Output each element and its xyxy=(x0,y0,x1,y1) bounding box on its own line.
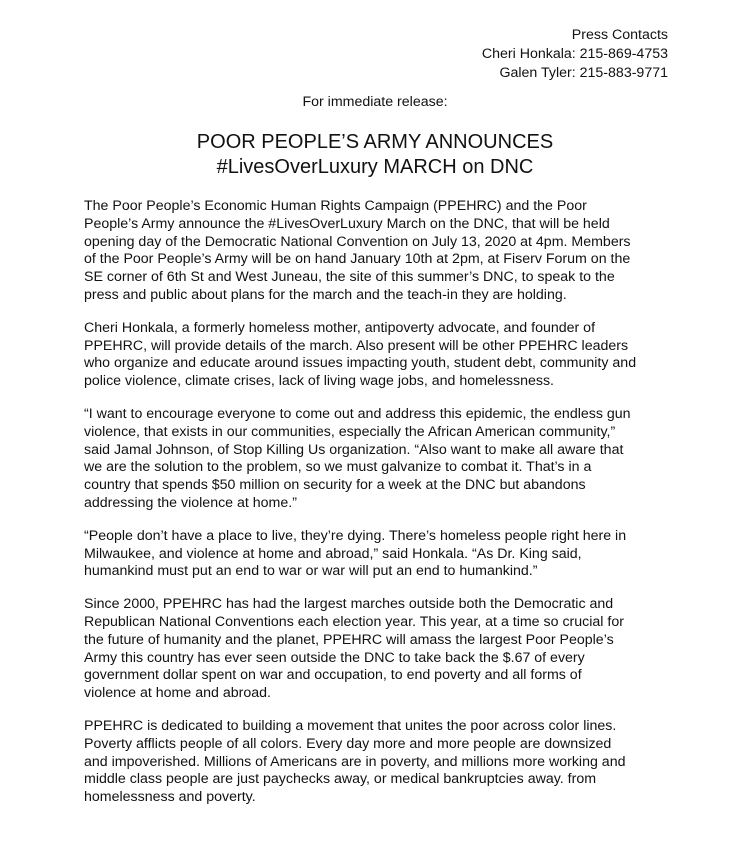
text-line: “I want to encourage everyone to come out and address this epidemic, the endless gun xyxy=(84,405,631,422)
text-line: The Poor People’s Economic Human Rights Campaign (PPEHRC) and the Poor xyxy=(84,198,587,214)
text-line: of the Poor People’s Army will be on hand January 10th at 2pm, at Fiserv Forum on the xyxy=(84,251,631,268)
text-line: Republican National Conventions each election year. This year, at a time so crucial for xyxy=(84,613,624,630)
text-line: PPEHRC, will provide details of the march. Also present will be other PPEHRC leaders xyxy=(84,337,629,354)
release-body xyxy=(84,198,684,822)
paragraph-leaders xyxy=(84,320,684,391)
press-contacts-heading: Press Contacts xyxy=(571,27,668,43)
headline xyxy=(0,130,750,180)
text-line: Army this country has ever seen outside the DNC to take back the $.67 of every xyxy=(84,649,585,666)
text-line: middle class people are just paychecks away, or medical bankruptcies away. from xyxy=(84,771,597,788)
text-line: who organize and educate around issues impacting youth, student debt, community and xyxy=(84,355,637,372)
text-line: said Jamal Johnson, of Stop Killing Us organization. “Also want to make all aware that xyxy=(84,441,624,458)
text-line: and impoverished. Millions of Americans are in poverty, and millions more working and xyxy=(84,753,626,770)
text-line: police violence, climate crises, lack of living wage jobs, and homelessness. xyxy=(84,373,554,390)
text-line: press and public about plans for the march and the teach-in they are holding. xyxy=(84,286,567,303)
press-contacts xyxy=(482,26,668,83)
text-line: Since 2000, PPEHRC has had the largest marches outside both the Democratic and xyxy=(84,596,614,613)
text-line: the future of humanity and the planet, PPEHRC will amass the largest Poor People’s xyxy=(84,631,614,648)
text-line: People’s Army announce the #LivesOverLuxury March on the DNC, that will be held xyxy=(84,215,610,232)
headline-line-2: #LivesOverLuxury MARCH on DNC xyxy=(216,156,534,178)
paragraph-jamal-johnson-quote xyxy=(84,406,684,513)
text-line: SE corner of 6th St and West Juneau, the site of this summer’s DNC, to speak to the xyxy=(84,269,615,286)
paragraph-history xyxy=(84,596,684,703)
text-line: “People don’t have a place to live, they’re dying. There’s homeless people right here in xyxy=(84,527,627,544)
text-line: Cheri Honkala, a formerly homeless mother, antipoverty advocate, and founder of xyxy=(84,319,596,336)
text-line: humankind must put an end to war or war will put an end to humankind.” xyxy=(84,563,538,580)
text-line: violence, that exists in our communities, especially the African American community,” xyxy=(84,423,616,440)
text-line: opening day of the Democratic National Convention on July 13, 2020 at 4pm. Members xyxy=(84,233,631,250)
paragraph-mission xyxy=(84,718,684,807)
text-line: we are the solution to the problem, so we must galvanize to combat it. That’s in a xyxy=(84,459,592,476)
text-line: PPEHRC is dedicated to building a movement that unites the poor across color lines. xyxy=(84,717,617,734)
text-line: Poverty afflicts people of all colors. Every day more and more people are downsized xyxy=(84,735,612,752)
text-line: violence at home and abroad. xyxy=(84,685,271,702)
text-line: country that spends $50 million on security for a week at the DNC but abandons xyxy=(84,477,586,494)
paragraph-honkala-quote xyxy=(84,528,684,581)
paragraph-announcement xyxy=(84,198,684,305)
text-line: Milwaukee, and violence at home and abroad,” said Honkala. “As Dr. King said, xyxy=(84,545,582,562)
contact-galen-tyler: Galen Tyler: 215-883-9771 xyxy=(499,65,668,81)
headline-line-1: POOR PEOPLE’S ARMY ANNOUNCES xyxy=(196,131,554,153)
release-note: For immediate release: xyxy=(302,94,448,110)
text-line: homelessness and poverty. xyxy=(84,789,256,806)
text-line: addressing the violence at home.” xyxy=(84,494,297,511)
text-line: government dollar spent on war and occupation, to end poverty and all forms of xyxy=(84,667,582,684)
contact-cheri-honkala: Cheri Honkala: 215-869-4753 xyxy=(481,46,668,62)
